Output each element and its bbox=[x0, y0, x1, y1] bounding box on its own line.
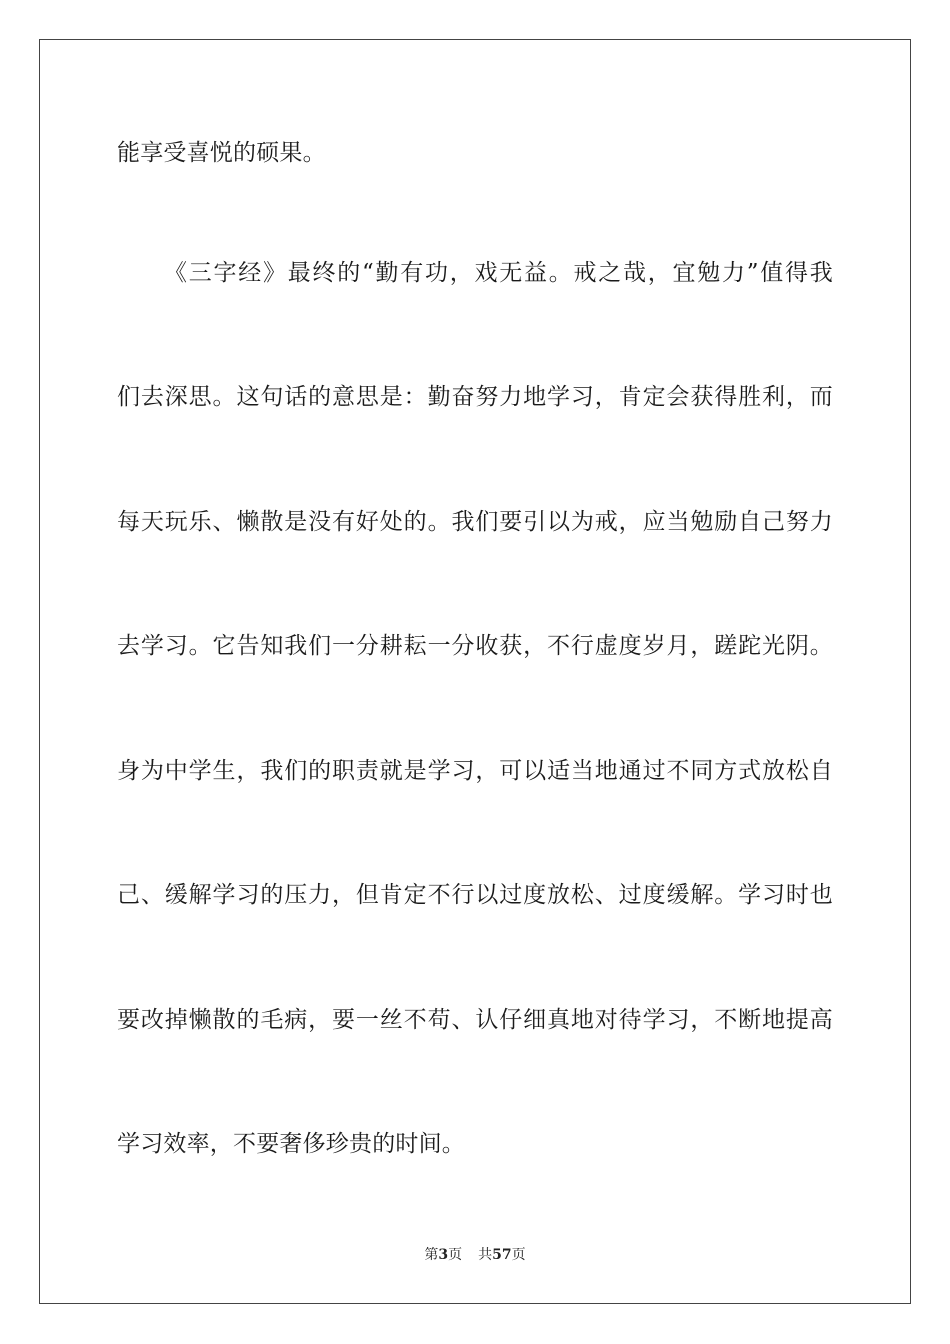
text-line-3: 们去深思。这句话的意思是：勤奋努力地学习，肯定会获得胜利，而 bbox=[117, 384, 833, 410]
page-label-suffix: 页 bbox=[448, 1247, 463, 1263]
page-number: 3 bbox=[438, 1247, 449, 1263]
text-line-8: 要改掉懒散的毛病，要一丝不苟、认仔细真地对待学习，不断地提高 bbox=[117, 1007, 833, 1033]
text-line-6: 身为中学生，我们的职责就是学习，可以适当地通过不同方式放松自 bbox=[117, 758, 833, 784]
page-border bbox=[39, 39, 911, 1304]
page-label-prefix: 第 bbox=[424, 1247, 439, 1263]
text-line-5: 去学习。它告知我们一分耕耘一分收获，不行虚度岁月，蹉跎光阴。 bbox=[117, 633, 833, 659]
total-pages: 57 bbox=[492, 1247, 512, 1263]
total-label-prefix: 共 bbox=[478, 1247, 493, 1263]
text-line-2: 《三字经》最终的“勤有功，戏无益。戒之哉，宜勉力”值得我 bbox=[164, 260, 833, 286]
text-line-4: 每天玩乐、懒散是没有好处的。我们要引以为戒，应当勉励自己努力 bbox=[117, 509, 833, 535]
text-line-1: 能享受喜悦的硕果。 bbox=[117, 140, 326, 166]
page-footer bbox=[0, 1245, 950, 1265]
text-line-7: 己、缓解学习的压力，但肯定不行以过度放松、过度缓解。学习时也 bbox=[117, 882, 833, 908]
text-line-9: 学习效率，不要奢侈珍贵的时间。 bbox=[117, 1131, 465, 1157]
total-label-suffix: 页 bbox=[511, 1247, 526, 1263]
